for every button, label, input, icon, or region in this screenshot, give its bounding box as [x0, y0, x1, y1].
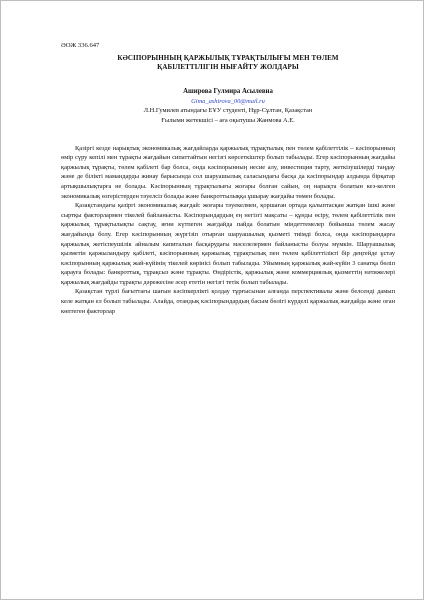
- body-paragraph-3: Қазақстан түрлі бағыттағы шағын кәсіпкерлікті қолдау тұрғысынан алғанда перспективалы және белсенді дамып келе жатқан ел болып табылады. Алайда, отандық кәсіпорындардың басым бөлігі күрделі қаржылық жағдайда және оған көптеген факторлар: [61, 288, 395, 315]
- scientific-advisor: Ғылыми жетекшісі – аға оқытушы Жанмова А.Е.: [161, 116, 295, 124]
- author-name: Аширова Гулмира Асылевна: [183, 88, 273, 96]
- body-paragraph-1: Қазіргі кезде нарықтық экономикалық жағдайларда қаржылық тұрақтылық пен төлем қабілеттілік – кәсіпорынның өмір сүру кепілі мен тұрақты жағдайын сипаттайтын негізгі көрсеткіштер болып табылады. Егер кәсіпорынның жағдайы қаржылық тұрақты, төлем қабілеті бар болса, онда кәсіпорынның несие алу, инвестиция тарту, жеткізушілерді таңдау және де білікті мамандарды жинау барысында сол шаруашылық саласындағы басқа да кәсіпорындар алдында бірқатар артықшылықтарға не болады. Кәсіпорынның тұрақтылығы жоғары болған сайын, оң нарықта болатын кез-келген экономикалық өзгерістерден тәуелсіз болады және банкроттылыққа ұшырау жағдайы төмен болады.: [61, 144, 395, 200]
- article-title: [61, 54, 395, 74]
- article-title-line-1: КӘСІПОРЫННЫҢ ҚАРЖЫЛЫҚ ТҰРАҚТЫЛЫҒЫ МЕН ТӨЛЕМ: [117, 53, 339, 62]
- article-title-line-2: ҚАБІЛЕТТІЛІГІН НЫҒАЙТУ ЖОЛДАРЫ: [157, 63, 299, 72]
- udc-code: ӘОЖ 336.647: [61, 42, 100, 49]
- document-content: [61, 41, 395, 316]
- body-paragraph-2: Қазақстандағы қазіргі экономикалық жағдай: жоғары тәуекелмен, қоршаған ортада қалыптасқан жатқан ішкі және сыртқы факторлармен тікелей байланысты. Кәсіпорындардың ең негізгі мақсаты – құнды өсіру, төлем қабілеттілік пен қаржылық тұрақтылықты сақтау, яғни күтпеген жағдайда пайда болатын міндеттемелер бойынша төлем жасау жағдайында болу. Егер кәсіпорынның жүргізіп отырған шаруашылық қызметі тиімді болса, онда кәсіпорындарға қаржылық жетіспеушілік айналым капиталын басқарудағы мәселелермен байланысты болуы мүмкін. Шаруашылық қызметін қаржыландыру қабілеті, кәсіпорынның қаржылық тұрақтылық пен төлем қабілеттілікті бір деңгейде ұстау кәсіпорынның қаржылық жай-күйінің тікелей көрінісі болып табылады. Уйымның қаржылық жай-күйін 3 санатқа бөліп қарауға болады: банкроттық, тұрақсыз және тұрақты. Өндірістік, қаржылық және коммерциялық қызметтің нәтижелері қаржылық жағдайды тұрақты дәрежесіне әсер ететін негізгі тетік болып табылады.: [61, 202, 395, 286]
- author-affiliation: Л.Н.Гумилев атындағы ЕҰУ студенті, Нұр-Сұлтан, Қазақстан: [143, 107, 313, 115]
- author-email-link[interactable]: Gima_ashirova_00@mail.ru: [191, 97, 265, 105]
- article-body: [61, 144, 395, 317]
